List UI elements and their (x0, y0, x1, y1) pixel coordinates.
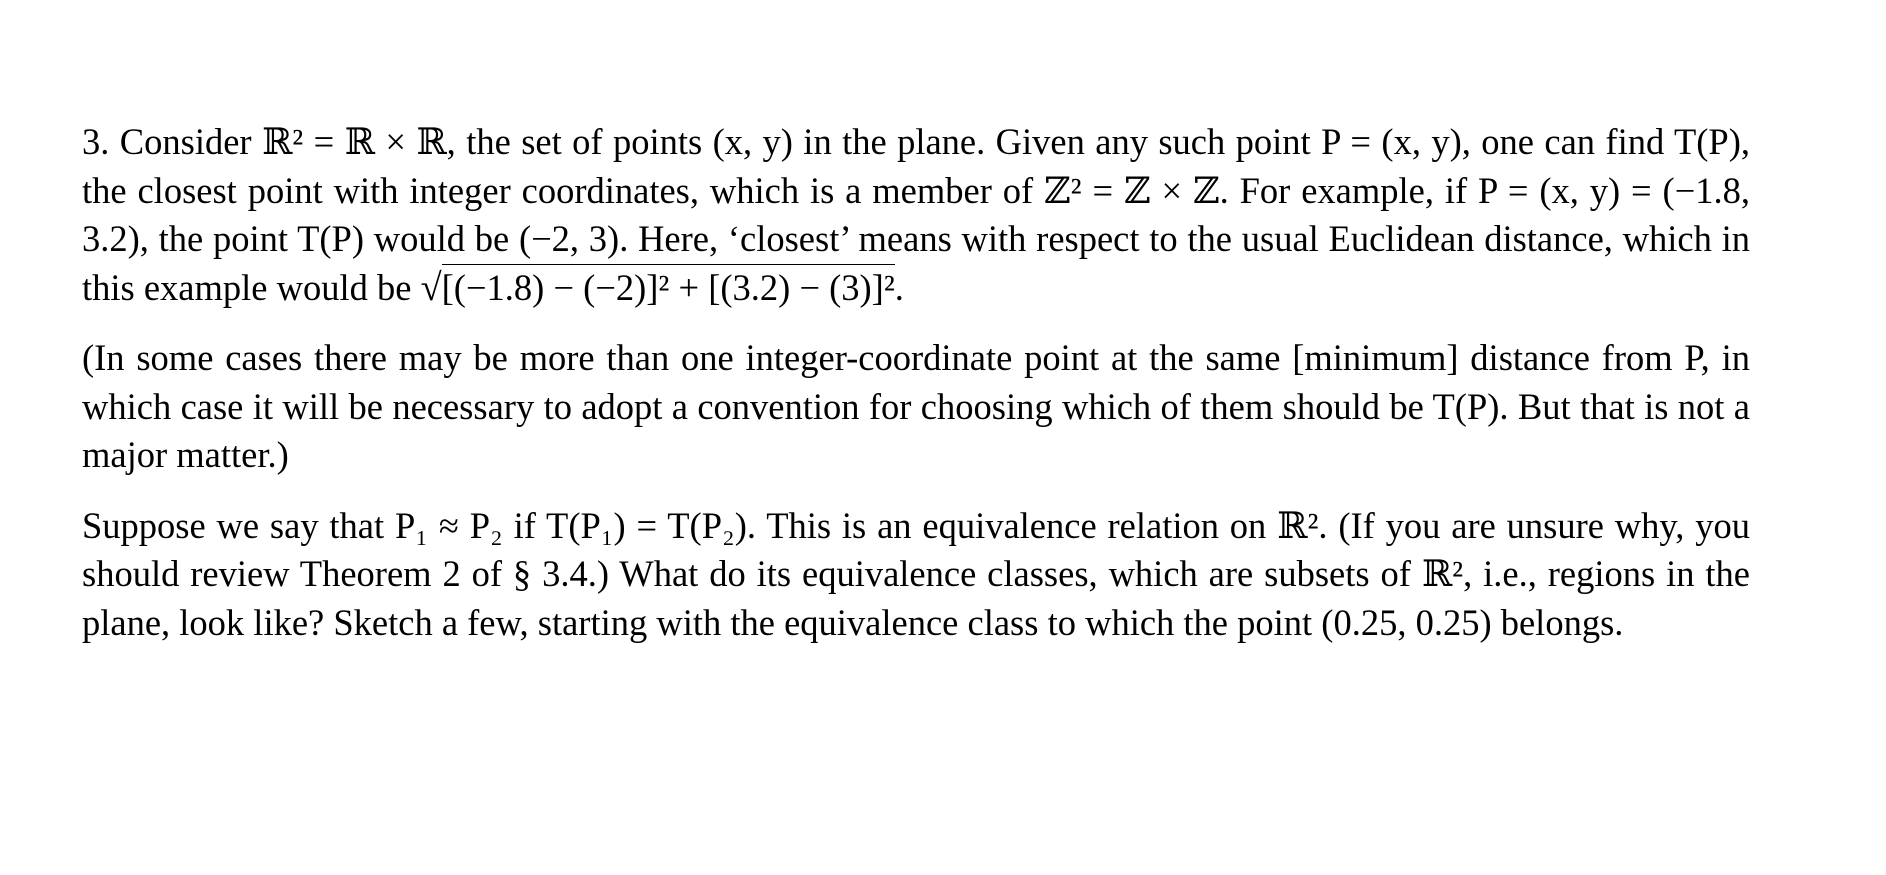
problem-text (82, 118, 1750, 669)
distance-formula-radicand: [(−1.8) − (−2)]² + [(3.2) − (3)]² (442, 264, 895, 308)
paragraph-question: Suppose we say that P₁ ≈ P₂ if T(P₁) = T(P₂). This is an equivalence relation on ℝ². (If you are unsure why, you should review Theorem 2 of § 3.4.) What do its equivalence classes, which are subsets of ℝ², i.e., regions in the plane, look like? Sketch a few, starting with the equivalence class to which the point (0.25, 0.25) belongs. (82, 504, 1750, 643)
paragraph-definition-text: 3. Consider ℝ² = ℝ × ℝ, the set of points (x, y) in the plane. Given any such point P = (x, y), one can find T(P), the closest point with integer coordinates, which is a member of ℤ² = ℤ × ℤ. For example, if P = (x, y) = (−1.8, 3.2), the point T(P) would be (−2, 3). Here, ‘closest’ means with respect to the usual Euclidean distance, which in this example would be (82, 121, 1750, 308)
paragraph-convention: (In some cases there may be more than one integer-coordinate point at the same [minimum] distance from P, in which case it will be necessary to adopt a convention for choosing which of them should be T(P). But that is not a major matter.) (82, 337, 1750, 475)
distance-formula (421, 264, 895, 313)
paragraph-definition-end: . (894, 266, 904, 308)
paragraph-definition (82, 118, 1750, 312)
sqrt-symbol-icon: √ (420, 266, 442, 309)
